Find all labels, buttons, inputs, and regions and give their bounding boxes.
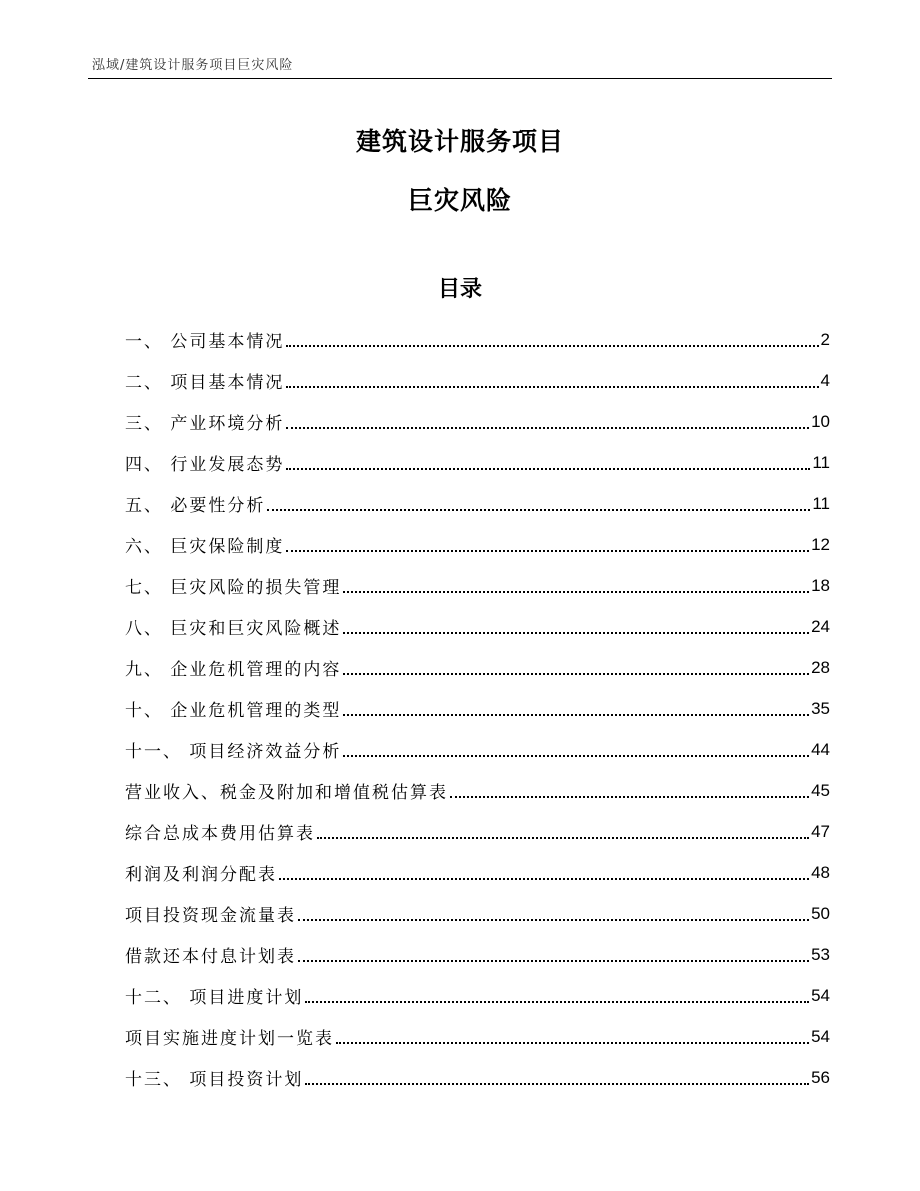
toc-dot-leader (286, 550, 809, 552)
toc-dot-leader (343, 673, 809, 675)
toc-dot-leader (305, 1083, 809, 1085)
toc-entry-label: 十三、 项目投资计划 (125, 1070, 304, 1090)
toc-entry-page: 24 (811, 616, 830, 636)
toc-entry-page: 35 (811, 698, 830, 718)
toc-entry-label: 借款还本付息计划表 (125, 947, 296, 967)
toc-entry-label: 四、 行业发展态势 (125, 455, 285, 475)
toc-entry-page: 48 (811, 862, 830, 882)
toc-entry[interactable] (125, 401, 830, 442)
toc-entry-label: 五、 必要性分析 (125, 496, 266, 516)
toc-entry-label: 十二、 项目进度计划 (125, 988, 304, 1008)
toc-dot-leader (298, 960, 809, 962)
toc-entry[interactable] (125, 852, 830, 893)
toc-dot-leader (286, 386, 818, 388)
toc-entry-label: 综合总成本费用估算表 (125, 824, 315, 844)
toc-dot-leader (343, 714, 809, 716)
toc-entry-label: 项目投资现金流量表 (125, 906, 296, 926)
toc-entry-label: 二、 项目基本情况 (125, 373, 285, 393)
toc-entry-page: 28 (811, 657, 830, 677)
toc-dot-leader (298, 919, 809, 921)
toc-entry-page: 2 (820, 329, 830, 349)
toc-dot-leader (336, 1042, 809, 1044)
running-header: 泓域/建筑设计服务项目巨灾风险 (92, 58, 294, 73)
toc-dot-leader (305, 1001, 809, 1003)
document-title: 建筑设计服务项目 (355, 127, 564, 156)
table-of-contents (125, 319, 830, 1098)
header-divider (88, 78, 832, 79)
toc-entry[interactable] (125, 1016, 830, 1057)
toc-dot-leader (286, 427, 809, 429)
toc-entry[interactable] (125, 770, 830, 811)
toc-entry[interactable] (125, 811, 830, 852)
toc-entry-label: 一、 公司基本情况 (125, 332, 285, 352)
toc-entry[interactable] (125, 729, 830, 770)
toc-dot-leader (286, 345, 818, 347)
toc-entry-page: 11 (812, 452, 830, 472)
toc-entry-page: 56 (811, 1067, 830, 1087)
toc-dot-leader (343, 591, 809, 593)
toc-dot-leader (450, 796, 809, 798)
toc-entry-label: 八、 巨灾和巨灾风险概述 (125, 619, 342, 639)
toc-entry-label: 六、 巨灾保险制度 (125, 537, 285, 557)
toc-entry-page: 12 (811, 534, 830, 554)
toc-entry-label: 九、 企业危机管理的内容 (125, 660, 342, 680)
toc-dot-leader (267, 509, 810, 511)
toc-entry[interactable] (125, 688, 830, 729)
toc-heading: 目录 (437, 277, 482, 302)
toc-entry-label: 十一、 项目经济效益分析 (125, 742, 342, 762)
toc-entry-page: 18 (811, 575, 830, 595)
toc-entry-label: 三、 产业环境分析 (125, 414, 285, 434)
toc-dot-leader (279, 878, 809, 880)
toc-entry[interactable] (125, 565, 830, 606)
toc-entry-page: 50 (811, 903, 830, 923)
toc-entry[interactable] (125, 1057, 830, 1098)
toc-entry[interactable] (125, 442, 830, 483)
toc-entry[interactable] (125, 524, 830, 565)
toc-entry-page: 47 (811, 821, 830, 841)
toc-entry-page: 45 (811, 780, 830, 800)
toc-entry[interactable] (125, 319, 830, 360)
toc-entry-page: 53 (811, 944, 830, 964)
toc-entry[interactable] (125, 893, 830, 934)
toc-dot-leader (343, 632, 809, 634)
toc-entry-page: 4 (820, 370, 830, 390)
toc-entry[interactable] (125, 606, 830, 647)
toc-entry-label: 七、 巨灾风险的损失管理 (125, 578, 342, 598)
toc-entry-page: 54 (811, 1026, 830, 1046)
toc-dot-leader (317, 837, 809, 839)
toc-dot-leader (286, 468, 810, 470)
toc-entry-page: 10 (811, 411, 830, 431)
document-subtitle: 巨灾风险 (407, 186, 512, 215)
toc-entry[interactable] (125, 647, 830, 688)
toc-entry-page: 11 (812, 493, 830, 513)
toc-entry[interactable] (125, 975, 830, 1016)
toc-entry-label: 十、 企业危机管理的类型 (125, 701, 342, 721)
toc-entry-label: 利润及利润分配表 (125, 865, 277, 885)
toc-entry[interactable] (125, 483, 830, 524)
toc-entry-page: 54 (811, 985, 830, 1005)
toc-entry-label: 项目实施进度计划一览表 (125, 1029, 334, 1049)
toc-entry-label: 营业收入、税金及附加和增值税估算表 (125, 783, 448, 803)
toc-entry-page: 44 (811, 739, 830, 759)
toc-entry[interactable] (125, 360, 830, 401)
toc-dot-leader (343, 755, 809, 757)
toc-entry[interactable] (125, 934, 830, 975)
